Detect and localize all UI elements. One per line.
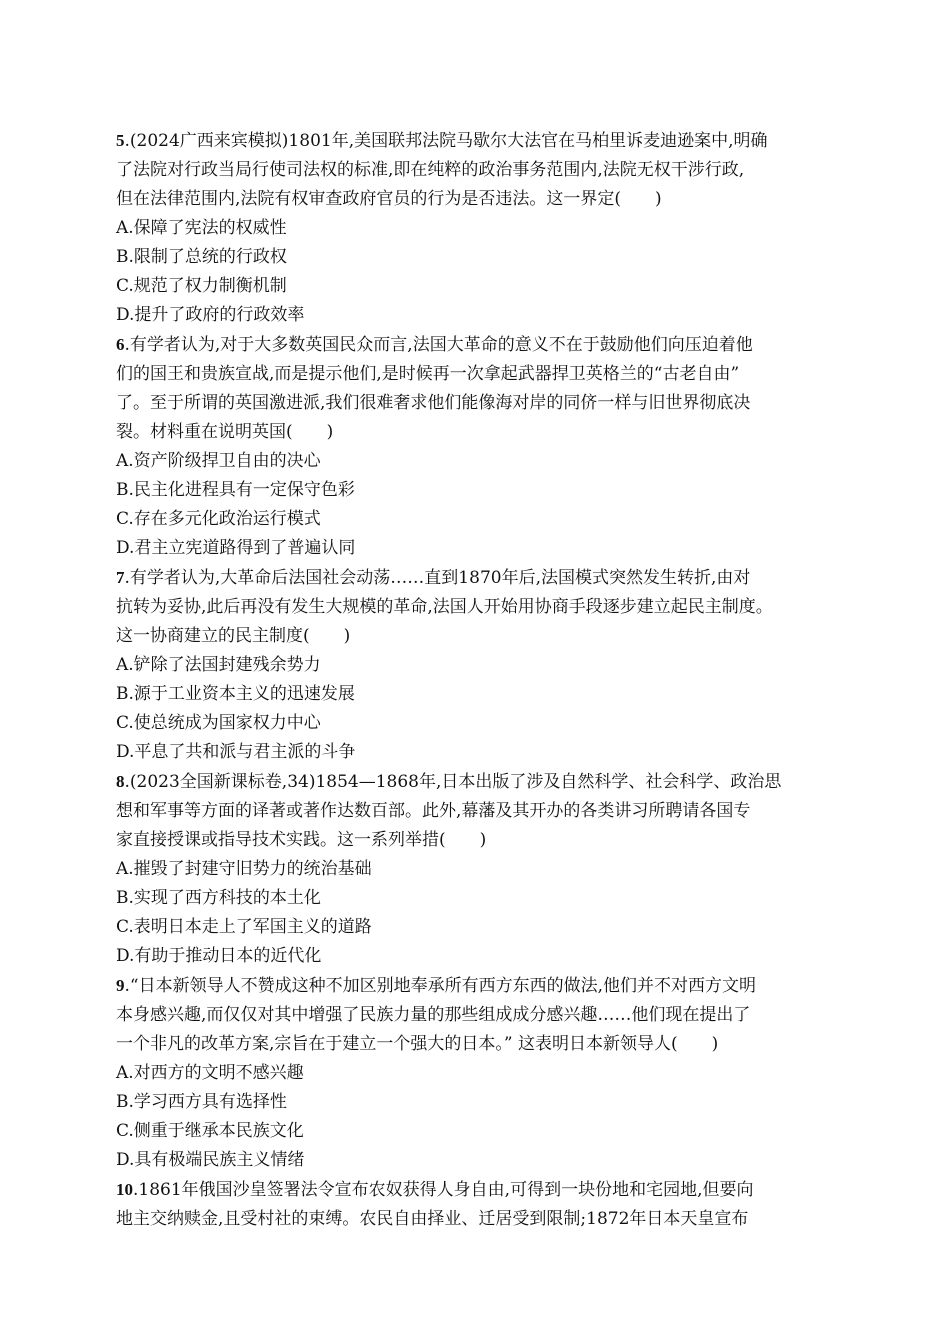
question-7 [116, 563, 850, 767]
option-a[interactable]: A.保障了宪法的权威性 [116, 218, 287, 238]
option-b[interactable]: B.民主化进程具有一定保守色彩 [116, 480, 355, 500]
stem-line: 了。至于所谓的英国激进派,我们很难奢求他们能像海对岸的同侪一样与旧世界彻底决 [116, 393, 751, 413]
option-b[interactable]: B.限制了总统的行政权 [116, 247, 287, 267]
stem-line: 抗转为妥协,此后再没有发生大规模的革命,法国人开始用协商手段逐步建立起民主制度。 [116, 597, 773, 617]
question-stem [116, 1175, 850, 1234]
question-5 [116, 126, 850, 330]
option-d[interactable]: D.有助于推动日本的近代化 [116, 946, 322, 966]
question-number: 5 [116, 131, 125, 150]
question-number: 9 [116, 976, 125, 995]
option-d[interactable]: D.平息了共和派与君主派的斗争 [116, 742, 356, 762]
option-a[interactable]: A.铲除了法国封建残余势力 [116, 655, 321, 675]
stem-line: 想和军事等方面的译著或著作达数百部。此外,幕藩及其开办的各类讲习所聘请各国专 [116, 801, 751, 821]
option-c[interactable]: C.侧重于继承本民族文化 [116, 1121, 304, 1141]
question-stem [116, 563, 850, 651]
option-c[interactable]: C.规范了权力制衡机制 [116, 276, 287, 296]
option-d[interactable]: D.君主立宪道路得到了普遍认同 [116, 538, 356, 558]
stem-line: 家直接授课或指导技术实践。这一系列举措( ) [116, 830, 487, 850]
stem-line: .(2024广西来宾模拟)1801年,美国联邦法院马歇尔大法官在马柏里诉麦迪逊案中,明确 [124, 131, 768, 151]
stem-line: .有学者认为,大革命后法国社会动荡……直到1870年后,法国模式突然发生转折,由对 [124, 568, 751, 588]
stem-line: 了法院对行政当局行使司法权的标准,即在纯粹的政治事务范围内,法院无权干涉行政, [116, 160, 745, 180]
stem-line: .“日本新领导人不赞成这种不加区别地奉承所有西方东西的做法,他们并不对西方文明 [124, 976, 756, 996]
option-a[interactable]: A.摧毁了封建守旧势力的统治基础 [116, 859, 372, 879]
question-number: 10 [116, 1180, 133, 1199]
stem-line: 裂。材料重在说明英国( ) [116, 422, 334, 442]
option-b[interactable]: B.实现了西方科技的本土化 [116, 888, 321, 908]
question-number: 7 [116, 568, 125, 587]
question-stem [116, 330, 850, 447]
option-b[interactable]: B.源于工业资本主义的迅速发展 [116, 684, 355, 704]
option-a[interactable]: A.对西方的文明不感兴趣 [116, 1063, 304, 1083]
question-10 [116, 1175, 850, 1234]
stem-line: .1861年俄国沙皇签署法令宣布农奴获得人身自由,可得到一块份地和宅园地,但要向 [133, 1180, 754, 1200]
stem-line: 这一协商建立的民主制度( ) [116, 626, 351, 646]
stem-line: 们的国王和贵族宣战,而是提示他们,是时候再一次拿起武器捍卫英格兰的“古老自由” [116, 364, 740, 384]
stem-line: 一个非凡的改革方案,宗旨在于建立一个强大的日本。” 这表明日本新领导人( ) [116, 1034, 719, 1054]
question-9 [116, 971, 850, 1175]
option-c[interactable]: C.存在多元化政治运行模式 [116, 509, 321, 529]
question-stem [116, 971, 850, 1059]
stem-line: 地主交纳赎金,且受村社的束缚。农民自由择业、迁居受到限制;1872年日本天皇宣布 [116, 1209, 749, 1229]
stem-line: .有学者认为,对于大多数英国民众而言,法国大革命的意义不在于鼓励他们向压迫着他 [124, 335, 753, 355]
stem-line: .(2023全国新课标卷,34)1854—1868年,日本出版了涉及自然科学、社会科学、政治思 [124, 772, 782, 792]
option-d[interactable]: D.具有极端民族主义情绪 [116, 1150, 305, 1170]
stem-line: 本身感兴趣,而仅仅对其中增强了民族力量的那些组成成分感兴趣……他们现在提出了 [116, 1005, 751, 1025]
option-c[interactable]: C.使总统成为国家权力中心 [116, 713, 321, 733]
question-6 [116, 330, 850, 563]
question-stem [116, 126, 850, 214]
option-b[interactable]: B.学习西方具有选择性 [116, 1092, 287, 1112]
question-number: 6 [116, 335, 125, 354]
option-c[interactable]: C.表明日本走上了军国主义的道路 [116, 917, 372, 937]
stem-line: 但在法律范围内,法院有权审查政府官员的行为是否违法。这一界定( ) [116, 189, 662, 209]
question-number: 8 [116, 772, 125, 791]
option-d[interactable]: D.提升了政府的行政效率 [116, 305, 305, 325]
question-8 [116, 767, 850, 971]
option-a[interactable]: A.资产阶级捍卫自由的决心 [116, 451, 321, 471]
question-stem [116, 767, 850, 855]
